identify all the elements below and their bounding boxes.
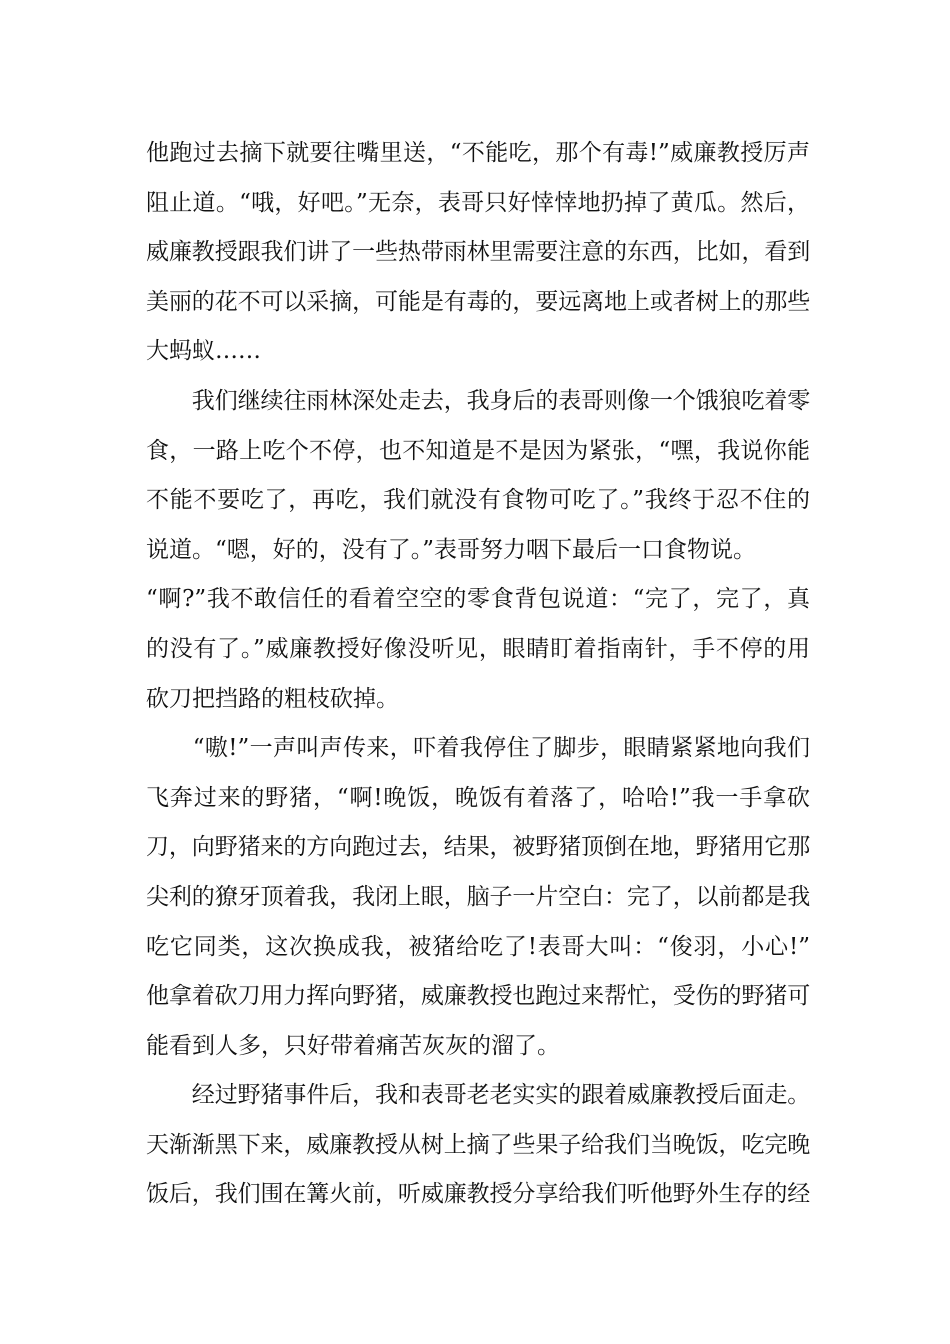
text-line: 砍刀把挡路的粗枝砍掉。 <box>146 685 399 712</box>
text-line: 经过野猪事件后，我和表哥老老实实的跟着威廉教授后面走。 <box>146 1082 810 1109</box>
text-line: 飞奔过来的野猪，“啊!晚饭，晚饭有着落了，哈哈!”我一手拿砍 <box>146 784 810 811</box>
text-line: 我们继续往雨林深处走去，我身后的表哥则像一个饿狼吃着零 <box>146 387 810 414</box>
text-line: 能看到人多，只好带着痛苦灰灰的溜了。 <box>146 1032 560 1059</box>
text-line: 饭后，我们围在篝火前，听威廉教授分享给我们听他野外生存的经 <box>146 1181 810 1208</box>
text-line: 食，一路上吃个不停，也不知道是不是因为紧张，“嘿，我说你能 <box>146 437 810 464</box>
text-line: 威廉教授跟我们讲了一些热带雨林里需要注意的东西，比如，看到 <box>146 239 810 266</box>
text-line: “嗷!”一声叫声传来，吓着我停住了脚步，眼睛紧紧地向我们 <box>146 735 810 762</box>
text-line: 阻止道。“哦，好吧。”无奈，表哥只好悻悻地扔掉了黄瓜。然后， <box>146 189 810 216</box>
text-line: 大蚂蚁…… <box>146 338 261 365</box>
text-line: “啊?”我不敢信任的看着空空的零食背包说道：“完了，完了，真 <box>146 586 810 613</box>
text-line: 吃它同类，这次换成我，被猪给吃了!表哥大叫：“俊羽，小心!” <box>146 933 810 960</box>
text-line: 说道。“嗯，好的，没有了。”表哥努力咽下最后一口食物说。 <box>146 536 757 563</box>
text-line: 美丽的花不可以采摘，可能是有毒的，要远离地上或者树上的那些 <box>146 288 810 315</box>
text-line: 他拿着砍刀用力挥向野猪，威廉教授也跑过来帮忙，受伤的野猪可 <box>146 983 810 1010</box>
story-text <box>146 129 810 1220</box>
text-line: 尖利的獠牙顶着我，我闭上眼，脑子一片空白：完了，以前都是我 <box>146 883 810 910</box>
text-line: 刀，向野猪来的方向跑过去，结果，被野猪顶倒在地，野猪用它那 <box>146 834 810 861</box>
text-line: 的没有了。”威廉教授好像没听见，眼睛盯着指南针，手不停的用 <box>146 635 810 662</box>
text-line: 天渐渐黑下来，威廉教授从树上摘了些果子给我们当晚饭，吃完晚 <box>146 1131 810 1158</box>
text-line: 不能不要吃了，再吃，我们就没有食物可吃了。”我终于忍不住的 <box>146 487 810 514</box>
text-line: 他跑过去摘下就要往嘴里送，“不能吃，那个有毒!”威廉教授厉声 <box>146 140 810 166</box>
